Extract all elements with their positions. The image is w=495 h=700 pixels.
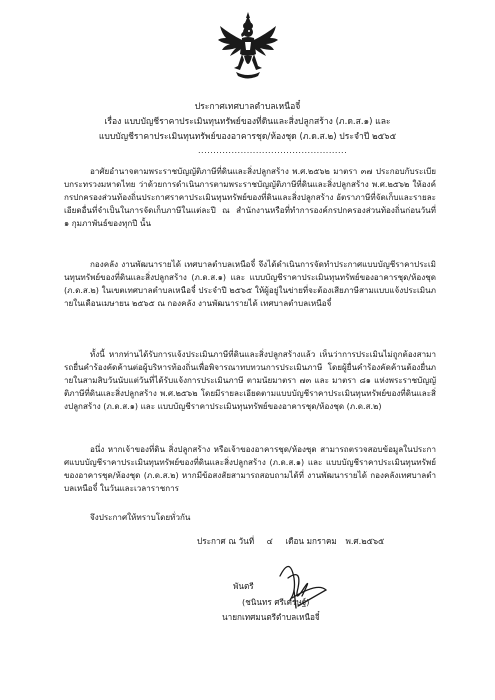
announcement-subject-line-2: แบบบัญชีราคาประเมินทุนทรัพย์ของอาคารชุด/ห้องชุด (ภ.ด.ส.๒) ประจำปี ๒๕๖๕ bbox=[98, 132, 397, 142]
date-year: พ.ศ.๒๕๖๕ bbox=[345, 536, 385, 546]
body-paragraph-legal-basis: อาศัยอำนาจตามพระราชบัญญัติภาษีที่ดินและสิ่งปลูกสร้าง พ.ศ.๒๕๖๒ มาตรา ๓๗ ประกอบกับระเบียบกระทรวงมหาดไทย ว่าด้วยการดำเนินการตามพระราชบัญญัติภาษีที่ดินและสิ่งปลูกสร้าง พ.ศ.๒๕๖๒ ให้องค์กรปกครองส่วนท้องถิ่นประกาศราคาประเมินทุนทรัพย์ของที่ดินและสิ่งปลูกสร้าง อัตราภาษีที่จัดเก็บและรายละเอียดอื่นที่จำเป็นในการจัดเก็บภาษีในแต่ละปี ณ สำนักงานหรือที่ทำการองค์กรปกครองส่วนท้องถิ่นก่อนวันที่ ๑ กุมภาพันธ์ของทุกปี นั้น bbox=[64, 166, 436, 228]
body-paragraph-closing: จึงประกาศให้ทราบโดยทั่วกัน bbox=[90, 512, 191, 522]
date-label: ประกาศ ณ วันที่ bbox=[197, 536, 255, 546]
announcement-issuer: ประกาศเทศบาลตำบลเหนือจี๋ bbox=[194, 102, 301, 112]
body-paragraph-objection: ทั้งนี้ หากท่านได้รับการแจ้งประเมินภาษีที่ดินและสิ่งปลูกสร้างแล้ว เห็นว่าการประเมินไม่ถูกต้องสามารถยื่นคำร้องคัดค้านต่อผู้บริหารท้องถิ่นเพื่อพิจารณาทบทวนการประเมินภาษี โดยผู้ยื่นคำร้องคัดค้านต้องยื่นภายในสามสิบวันนับแต่วันที่ได้รับแจ้งการประเมินภาษี ตามนัยมาตรา ๗๓ และ มาตรา ๘๑ แห่งพระราชบัญญัติภาษีที่ดินและสิ่งปลูกสร้าง พ.ศ.๒๕๖๒ โดยมีรายละเอียดตามแบบบัญชีราคาประเมินทุนทรัพย์ของที่ดินและสิ่งปลูกสร้าง (ภ.ด.ส.๑) และ แบบบัญชีราคาประเมินทุนทรัพย์ของอาคารชุด/ห้องชุด (ภ.ด.ส.๒) bbox=[64, 349, 436, 411]
body-paragraph-announcement: กองคลัง งานพัฒนารายได้ เทศบาลตำบลเหนือจี๋ จึงได้ดำเนินการจัดทำประกาศแบบบัญชีราคาประเมินทุนทรัพย์ของที่ดินและสิ่งปลูกสร้าง (ภ.ด.ส.๑) และ แบบบัญชีราคาประเมินทุนทรัพย์ของอาคารชุด/ห้องชุด (ภ.ด.ส.๒) ในเขตเทศบาลตำบลเหนือจี๋ ประจำปี ๒๕๖๕ ให้ผู้อยู่ในข่ายที่จะต้องเสียภาษีสามแบบแจ้งประเมินภายในเดือนเมษายน ๒๕๖๕ ณ กองคลัง งานพัฒนารายได้ เทศบาลตำบลเหนือจี๋ bbox=[64, 259, 436, 308]
date-month: เดือน มกราคม bbox=[285, 536, 337, 546]
signer-rank: พันตรี bbox=[233, 581, 254, 591]
signer-name: (ชนินทร ศรีเศรษฐ์) bbox=[242, 597, 310, 607]
heading-divider: ................................................. bbox=[198, 146, 348, 155]
announcement-date bbox=[197, 535, 384, 548]
garuda-emblem-icon bbox=[216, 10, 280, 82]
body-paragraph-inquiry: อนึ่ง หากเจ้าของที่ดิน สิ่งปลูกสร้าง หรือเจ้าของอาคารชุด/ห้องชุด สามารถตรวจสอบข้อมูลในประกาศแบบบัญชีราคาประเมินทุนทรัพย์ของที่ดินและสิ่งปลูกสร้าง (ภ.ด.ส.๑) และ แบบบัญชีราคาประเมินทุนทรัพย์ของอาคารชุด/ห้องชุด (ภ.ด.ส.๒) หากมีข้อสงสัยสามารถสอบถามได้ที่ งานพัฒนารายได้ กองคลังเทศบาลตำบลเหนือจี๋ ในวันและเวลาราชการ bbox=[64, 444, 436, 493]
signer-position: นายกเทศมนตรีตำบลเหนือจี๋ bbox=[222, 612, 320, 622]
announcement-subject-line-1: เรื่อง แบบบัญชีราคาประเมินทุนทรัพย์ของที่ดินและสิ่งปลูกสร้าง (ภ.ด.ส.๑) และ bbox=[104, 117, 391, 127]
date-day: ๔ bbox=[266, 536, 273, 546]
